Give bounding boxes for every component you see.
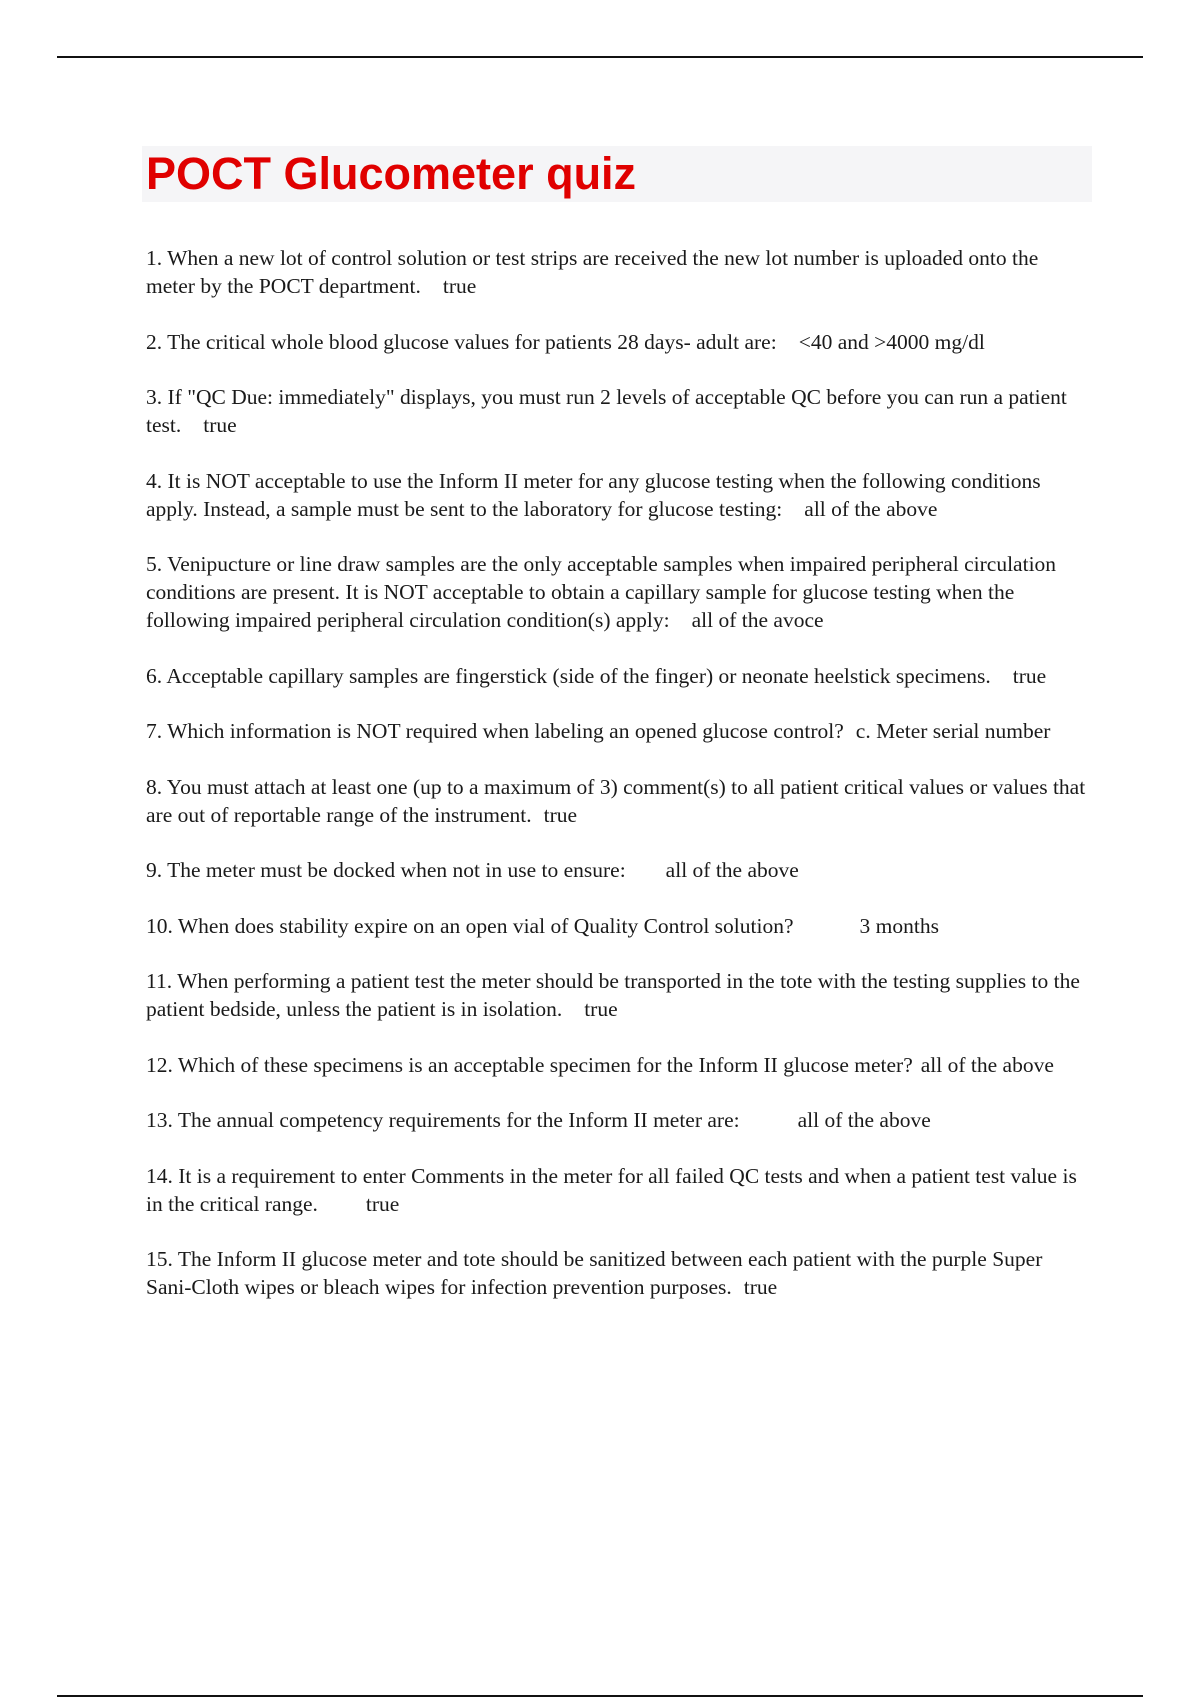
quiz-item	[146, 467, 1086, 523]
question-text: The meter must be docked when not in use to ensure:	[167, 858, 626, 882]
page-top-rule	[57, 56, 1143, 58]
answer-text: all of the avoce	[691, 608, 824, 632]
answer-text: c. Meter serial number	[855, 719, 1051, 743]
answer-text: true	[203, 413, 237, 437]
document-title: POCT Glucometer quiz	[146, 148, 637, 199]
quiz-item	[146, 773, 1086, 829]
quiz-item	[146, 856, 1086, 884]
question-text: The critical whole blood glucose values for patients 28 days- adult are:	[167, 329, 777, 354]
question-number: 15.	[146, 1247, 173, 1271]
question-text: It is a requirement to enter Comments in the meter for all failed QC tests and when a patient test value is in the critical range.	[146, 1163, 1077, 1216]
question-text: Which of these specimens is an acceptable specimen for the Inform II glucose meter?	[177, 1052, 913, 1077]
answer-text: true	[365, 1191, 400, 1216]
question-number: 13.	[146, 1108, 173, 1132]
question-number: 1.	[146, 246, 163, 270]
question-text: When performing a patient test the meter should be transported in the tote with the testing supplies to the patient bedside, unless the patient is in isolation.	[146, 969, 1080, 1021]
answer-text: all of the above	[797, 1108, 931, 1132]
question-text: The annual competency requirements for the Inform II meter are:	[177, 1108, 740, 1132]
question-text: Venipucture or line draw samples are the only acceptable samples when impaired peripheral circulation conditions are present. It is NOT acceptable to obtain a capillary sample for glucose testing when the following impaired peripheral circulation condition(s) apply:	[146, 552, 1057, 632]
quiz-item	[146, 244, 1086, 300]
question-text: Acceptable capillary samples are fingerstick (side of the finger) or neonate heelstick specimens.	[166, 663, 991, 688]
question-number: 6.	[146, 663, 163, 688]
quiz-item	[146, 1245, 1086, 1301]
question-text: You must attach at least one (up to a maximum of 3) comment(s) to all patient critical values or values that are out of reportable range of the instrument.	[146, 774, 1086, 827]
quiz-item	[146, 1051, 1086, 1079]
question-number: 14.	[146, 1163, 173, 1188]
question-text: When does stability expire on an open vial of Quality Control solution?	[177, 913, 794, 938]
question-number: 7.	[146, 719, 163, 743]
question-number: 11.	[146, 969, 173, 993]
answer-text: true	[584, 997, 618, 1021]
question-number: 12.	[146, 1052, 173, 1077]
question-number: 3.	[146, 385, 163, 409]
quiz-item	[146, 662, 1086, 690]
question-text: Which information is NOT required when labeling an opened glucose control?	[167, 719, 844, 743]
question-text: The Inform II glucose meter and tote should be sanitized between each patient with the purple Super Sani-Cloth wipes or bleach wipes for infection prevention purposes.	[146, 1247, 1043, 1299]
question-number: 10.	[146, 913, 173, 938]
question-text: When a new lot of control solution or test strips are received the new lot number is uploaded onto the meter by the POCT department.	[146, 246, 1039, 298]
quiz-item	[146, 383, 1086, 439]
question-text: It is NOT acceptable to use the Inform II meter for any glucose testing when the following conditions apply. Instead, a sample must be sent to the laboratory for glucose testing:	[146, 468, 1041, 521]
quiz-item	[146, 967, 1086, 1023]
answer-text: 3 months	[859, 913, 939, 938]
question-number: 5.	[146, 552, 163, 576]
quiz-item	[146, 550, 1086, 634]
question-number: 4.	[146, 468, 163, 493]
answer-text: true	[442, 274, 477, 298]
question-number: 2.	[146, 329, 163, 354]
answer-text: <40 and >4000 mg/dl	[798, 329, 985, 354]
answer-text: all of the above	[920, 1052, 1054, 1077]
answer-text: all of the above	[665, 858, 799, 882]
answer-text: true	[1012, 663, 1047, 688]
question-text: If "QC Due: immediately" displays, you must run 2 levels of acceptable QC before you can run a patient test.	[146, 385, 1067, 437]
question-number: 9.	[146, 858, 163, 882]
question-list	[146, 244, 1086, 1301]
page-bottom-rule	[57, 1695, 1143, 1697]
quiz-item	[146, 1106, 1086, 1134]
answer-text: true	[543, 802, 578, 827]
quiz-item	[146, 328, 1086, 356]
answer-text: true	[743, 1275, 778, 1299]
answer-text: all of the above	[804, 496, 938, 521]
quiz-item	[146, 912, 1086, 940]
quiz-item	[146, 717, 1086, 745]
quiz-item	[146, 1162, 1086, 1218]
question-number: 8.	[146, 774, 163, 799]
